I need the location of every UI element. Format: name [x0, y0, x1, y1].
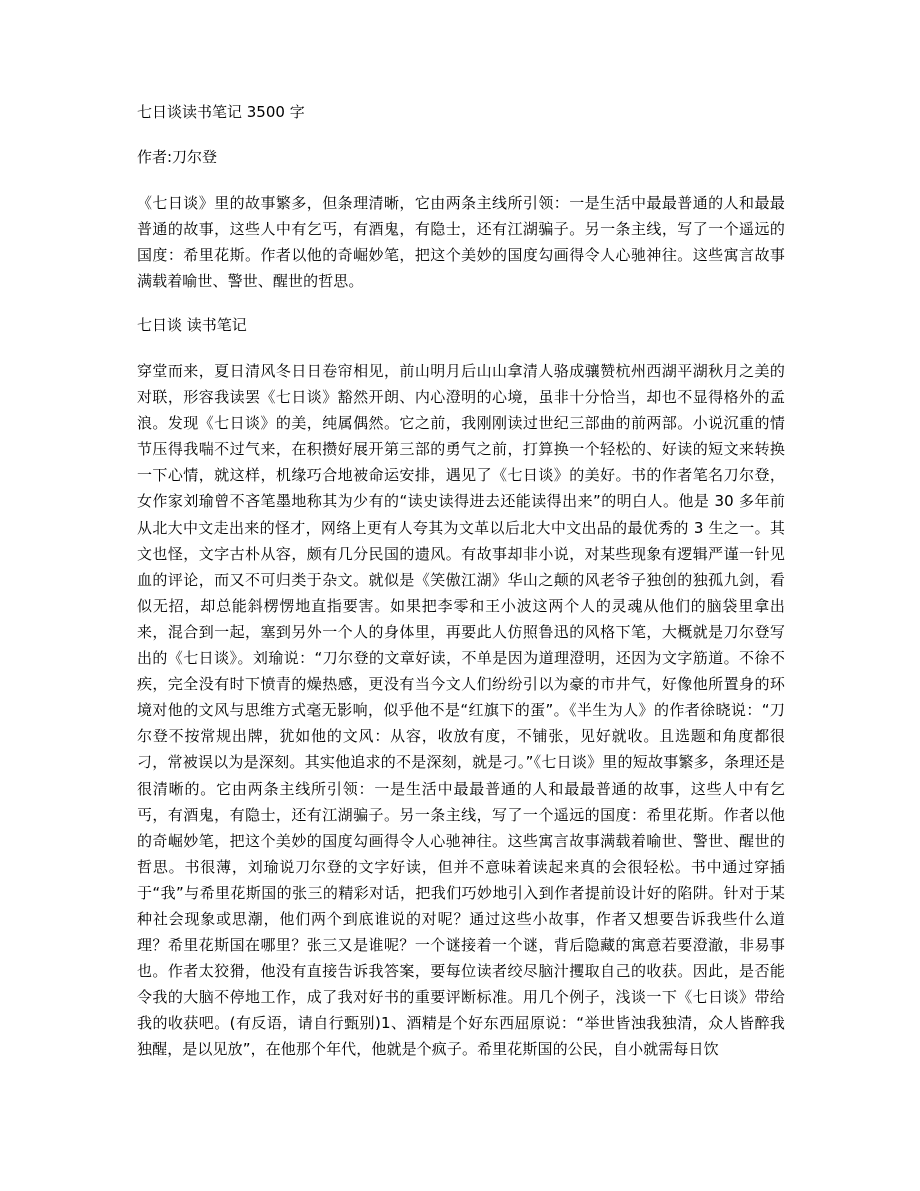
body-paragraph: 穿堂而来，夏日清风冬日日卷帘相见，前山明月后山山拿清人骆成骧赞杭州西湖平湖秋月之美的对联，形容我读罢《七日谈》豁然开朗、内心澄明的心境，虽非十分恰当，却也不显得格外的孟浪。发现《七日谈》的美，纯属偶然。它之前，我刚刚读过世纪三部曲的前两部。小说沉重的情节压得我喘不过气来，在积攒好展开第三部的勇气之前，打算换一个轻松的、好读的短文来转换一下心情，就这样，机缘巧合地被命运安排，遇见了《七日谈》的美好。书的作者笔名刀尔登，女作家刘瑜曾不吝笔墨地称其为少有的“读史读得进去还能读得出来”的明白人。他是 30 多年前从北大中文走出来的怪才，网络上更有人夸其为文革以后北大中文出品的最优秀的 3 生之一。其文也怪，文字古朴从容，颇有几分民国的遗风。有故事却非小说，对某些现象有逻辑严谨一针见血的评论，而又不可归类于杂文。就似是《笑傲江湖》华山之颠的风老爷子独创的独孤九剑，看似无招，却总能斜楞愣地直指要害。如果把李零和王小波这两个人的灵魂从他们的脑袋里拿出来，混合到一起，塞到另外一个人的身体里，再要此人仿照鲁迅的风格下笔，大概就是刀尔登写出的《七日谈》。刘瑜说：“刀尔登的文章好读，不单是因为道理澄明，还因为文字筋道。不徐不疾，完全没有时下愤青的燥热感，更没有当今文人们纷纷引以为豪的市井气，好像他所置身的环境对他的文风与思维方式毫无影响，似乎他不是“红旗下的蛋”。《半生为人》的作者徐晓说：“刀尔登不按常规出牌，犹如他的文风：从容，收放有度，不铺张，见好就收。且选题和角度都很刁，常被误以为是深刻。其实他追求的不是深刻，就是刁。”《七日谈》里的短故事繁多，条理还是很清晰的。它由两条主线所引领：一是生活中最最普通的人和最最普通的故事，这些人中有乞丐，有酒鬼，有隐士，还有江湖骗子。另一条主线，写了一个遥远的国度：希里花斯。作者以他的奇崛妙笔，把这个美妙的国度勾画得令人心驰神往。这些寓言故事满载着喻世、警世、醒世的哲思。书很薄，刘瑜说刀尔登的文字好读，但并不意味着读起来真的会很轻松。书中通过穿插于“我”与希里花斯国的张三的精彩对话，把我们巧妙地引入到作者提前设计好的陷阱。针对于某种社会现象或思潮，他们两个到底谁说的对呢？通过这些小故事，作者又想要告诉我些什么道理？希里花斯国在哪里？张三又是谁呢？一个谜接着一个谜，背后隐藏的寓意若要澄澈，非易事也。作者太狡猾，他没有直接告诉我答案，要每位读者绞尽脑汁攫取自己的收获。因此，是否能令我的大脑不停地工作，成了我对好书的重要评断标准。用几个例子，浅谈一下《七日谈》带给我的收获吧。(有反语，请自行甄别)1、酒精是个好东西屈原说：“举世皆浊我独清，众人皆醉我独醒，是以见放”，在他那个年代，他就是个疯子。希里花斯国的公民，自小就需每日饮 [137, 362, 785, 1059]
document-title: 七日谈读书笔记 3500 字 [137, 103, 305, 121]
summary-paragraph: 《七日谈》里的故事繁多，但条理清晰，它由两条主线所引领：一是生活中最最普通的人和最最普通的故事，这些人中有乞丐，有酒鬼，有隐士，还有江湖骗子。另一条主线，写了一个遥远的国度：希里花斯。作者以他的奇崛妙笔，把这个美妙的国度勾画得令人心驰神往。这些寓言故事满载着喻世、警世、醒世的哲思。 [137, 194, 785, 290]
document-page [137, 100, 785, 1063]
section-heading: 七日谈 读书笔记 [137, 316, 247, 334]
author-line: 作者:刀尔登 [137, 148, 218, 166]
